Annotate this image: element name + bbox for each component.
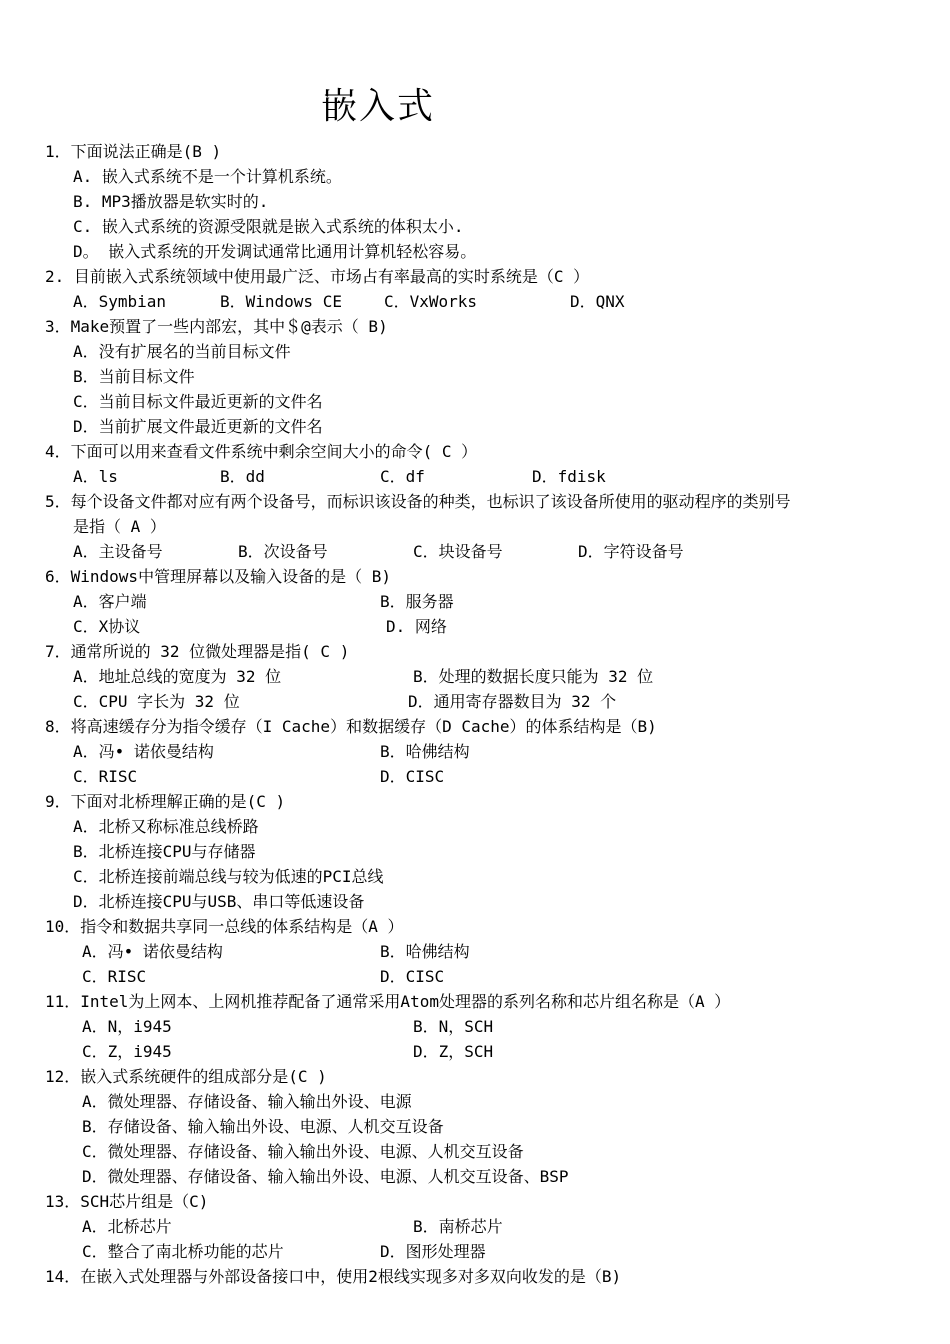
line-text: 6．Windows中管理屏幕以及输入设备的是（ B) [45, 567, 391, 586]
line-text: A. 嵌入式系统不是一个计算机系统。 [73, 167, 342, 186]
line-text: A．没有扩展名的当前目标文件 [73, 342, 291, 361]
page-title: 嵌入式 [320, 86, 435, 127]
option-text: D．图形处理器 [380, 1242, 486, 1261]
line-text: D。 嵌入式系统的开发调试通常比通用计算机轻松容易。 [73, 242, 477, 261]
option-text: B．处理的数据长度只能为 32 位 [413, 667, 654, 686]
option-text: A．ls [73, 467, 118, 486]
line-text: 是指（ A ） [73, 517, 166, 536]
option-text: D. 网络 [386, 617, 447, 636]
line-text: C．北桥连接前端总线与较为低速的PCI总线 [73, 867, 384, 886]
option-text: D．CISC [380, 767, 445, 786]
option-text: A．冯• 诺依曼结构 [73, 742, 214, 761]
line-text: 14．在嵌入式处理器与外部设备接口中，使用2根线实现多对多双向收发的是（B) [45, 1267, 622, 1286]
option-text: C．X协议 [73, 617, 141, 636]
option-text: A．客户端 [73, 592, 147, 611]
option-text: D．CISC [380, 967, 445, 986]
line-text: A．微处理器、存储设备、输入输出外设、电源 [82, 1092, 412, 1111]
option-text: B．服务器 [380, 592, 454, 611]
line-text: B. MP3播放器是软实时的. [73, 192, 269, 211]
line-text: B．存储设备、输入输出外设、电源、人机交互设备 [82, 1117, 444, 1136]
line-text: D．北桥连接CPU与USB、串口等低速设备 [73, 892, 365, 911]
option-text: D．Z，SCH [413, 1042, 494, 1061]
option-text: C．VxWorks [384, 292, 478, 311]
line-text: 11．Intel为上网本、上网机推荐配备了通常采用Atom处理器的系列名称和芯片组名称是（A ） [45, 992, 731, 1011]
line-text: 8．将高速缓存分为指令缓存（I Cache）和数据缓存（D Cache）的体系结构是（B) [45, 717, 657, 736]
option-text: C．块设备号 [413, 542, 503, 561]
option-text: A．北桥芯片 [82, 1217, 172, 1236]
line-text: 9．下面对北桥理解正确的是(C ) [45, 792, 286, 811]
line-text: C. 嵌入式系统的资源受限就是嵌入式系统的体积太小. [73, 217, 464, 236]
option-text: B．南桥芯片 [413, 1217, 503, 1236]
line-text: 10．指令和数据共享同一总线的体系结构是（A ） [45, 917, 404, 936]
line-text: 5．每个设备文件都对应有两个设备号，而标识该设备的种类，也标识了该设备所使用的驱动程序的类别号 [45, 492, 791, 511]
line-text: A．北桥又称标准总线桥路 [73, 817, 259, 836]
line-text: 1．下面说法正确是(B ) [45, 142, 222, 161]
option-text: B．次设备号 [238, 542, 328, 561]
option-text: C．RISC [82, 967, 147, 986]
line-text: 2. 目前嵌入式系统领域中使用最广泛、市场占有率最高的实时系统是（C ） [45, 267, 590, 286]
line-text: B．北桥连接CPU与存储器 [73, 842, 256, 861]
option-text: D．fdisk [532, 467, 606, 486]
line-text: B．当前目标文件 [73, 367, 195, 386]
line-text: C．当前目标文件最近更新的文件名 [73, 392, 323, 411]
option-text: C．CPU 字长为 32 位 [73, 692, 240, 711]
option-text: B．哈佛结构 [380, 942, 470, 961]
line-text: 4．下面可以用来查看文件系统中剩余空间大小的命令( C ） [45, 442, 478, 461]
option-text: C．RISC [73, 767, 138, 786]
option-text: C．Z，i945 [82, 1042, 172, 1061]
option-text: A．N，i945 [82, 1017, 172, 1036]
option-text: D．字符设备号 [578, 542, 684, 561]
line-text: 3．Make预置了一些内部宏，其中＄@表示（ B) [45, 317, 388, 336]
option-text: B．哈佛结构 [380, 742, 470, 761]
option-text: B．dd [220, 467, 265, 486]
line-text: 13．SCH芯片组是（C) [45, 1192, 209, 1211]
option-text: B．N，SCH [413, 1017, 494, 1036]
option-text: A．地址总线的宽度为 32 位 [73, 667, 282, 686]
option-text: D．通用寄存器数目为 32 个 [408, 692, 617, 711]
option-text: A．冯• 诺依曼结构 [82, 942, 223, 961]
line-text: D．微处理器、存储设备、输入输出外设、电源、人机交互设备、BSP [82, 1167, 569, 1186]
line-text: 12．嵌入式系统硬件的组成部分是(C ) [45, 1067, 327, 1086]
line-text: C．微处理器、存储设备、输入输出外设、电源、人机交互设备 [82, 1142, 524, 1161]
option-text: C．df [380, 467, 425, 486]
line-text: D．当前扩展文件最近更新的文件名 [73, 417, 323, 436]
option-text: C．整合了南北桥功能的芯片 [82, 1242, 284, 1261]
option-text: D．QNX [570, 292, 625, 311]
option-text: B．Windows CE [220, 292, 342, 311]
option-text: A．Symbian [73, 292, 167, 311]
line-text: 7．通常所说的 32 位微处理器是指( C ) [45, 642, 350, 661]
option-text: A．主设备号 [73, 542, 163, 561]
